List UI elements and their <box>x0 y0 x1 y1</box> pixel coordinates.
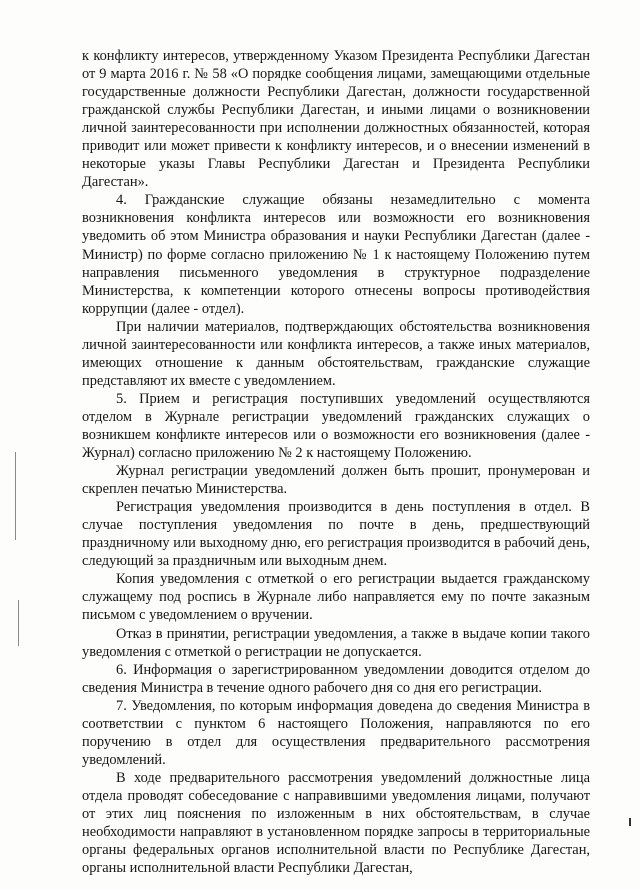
paragraph: Журнал регистрации уведомлений должен быть прошит, пронумерован и скреплен печатью Министерства. <box>82 463 590 498</box>
document-body <box>82 47 590 877</box>
paragraph: 4. Гражданские служащие обязаны незамедлительно с момента возникновения конфликта интересов или возможности его возникновения уведомить об этом Министра образования и науки Республики Дагестан (далее - Министр) по форме согласно приложению № 1 к настоящему Положению путем направления письменного уведомления в структурное подразделение Министерства, к компетенции которого отнесены вопросы противодействия коррупции (далее - отдел). <box>82 192 590 317</box>
paragraph: к конфликту интересов, утвержденному Указом Президента Республики Дагестан от 9 марта 2016 г. № 58 «О порядке сообщения лицами, замещающими отдельные государственные должности Республики Дагестан, должности государственной гражданской службы Республики Дагестан, и иными лицами о возникновении личной заинтересованности при исполнении должностных обязанностей, которая приводит или может привести к конфликту интересов, и о внесении изменений в некоторые указы Главы Республики Дагестан и Президента Республики Дагестан». <box>82 48 590 191</box>
scan-margin-mark <box>18 600 19 646</box>
paragraph: При наличии материалов, подтверждающих обстоятельства возникновения личной заинтересованности или конфликта интересов, а также иных материалов, имеющих отношение к данным обстоятельствам, гражданские служащие представляют их вместе с уведомлением. <box>82 318 590 389</box>
paragraph: Отказ в принятии, регистрации уведомления, а также в выдаче копии такого уведомления с отметкой о регистрации не допускается. <box>82 625 590 660</box>
paragraph: 6. Информация о зарегистрированном уведомлении доводится отделом до сведения Министра в течение одного рабочего дня со дня его регистрации. <box>82 661 590 696</box>
paragraph: Регистрация уведомления производится в день поступления в отдел. В случае поступления уведомления по почте в день, предшествующий праздничному или выходному дню, его регистрация производится в рабочий день, следующий за праздничным или выходным днем. <box>82 499 590 570</box>
paragraph: В ходе предварительного рассмотрения уведомлений должностные лица отдела проводят собеседование с направившими уведомления лицами, получают от этих лиц пояснения по изложенным в них обстоятельствам, в случае необходимости направляют в установленном порядке запросы в территориальные органы федеральных органов исполнительной власти по Республике Дагестан, органы исполнительной власти Республики Дагестан, <box>82 769 590 877</box>
paragraph: 7. Уведомления, по которым информация доведена до сведения Министра в соответствии с пунктом 6 настоящего Положения, направляются по его поручению в отдел для осуществления предварительного рассмотрения уведомлений. <box>82 697 590 768</box>
scan-margin-mark <box>15 452 16 540</box>
scan-edge-mark <box>629 818 631 826</box>
paragraph: 5. Прием и регистрация поступивших уведомлений осуществляются отделом в Журнале регистрации уведомлений гражданских служащих о возникшем конфликте интересов или о возможности его возникновения (далее - Журнал) согласно приложению № 2 к настоящему Положению. <box>82 390 590 462</box>
paragraph: Копия уведомления с отметкой о его регистрации выдается гражданскому служащему под роспись в Журнале либо направляется ему по почте заказным письмом с уведомлением о вручении. <box>82 571 590 624</box>
